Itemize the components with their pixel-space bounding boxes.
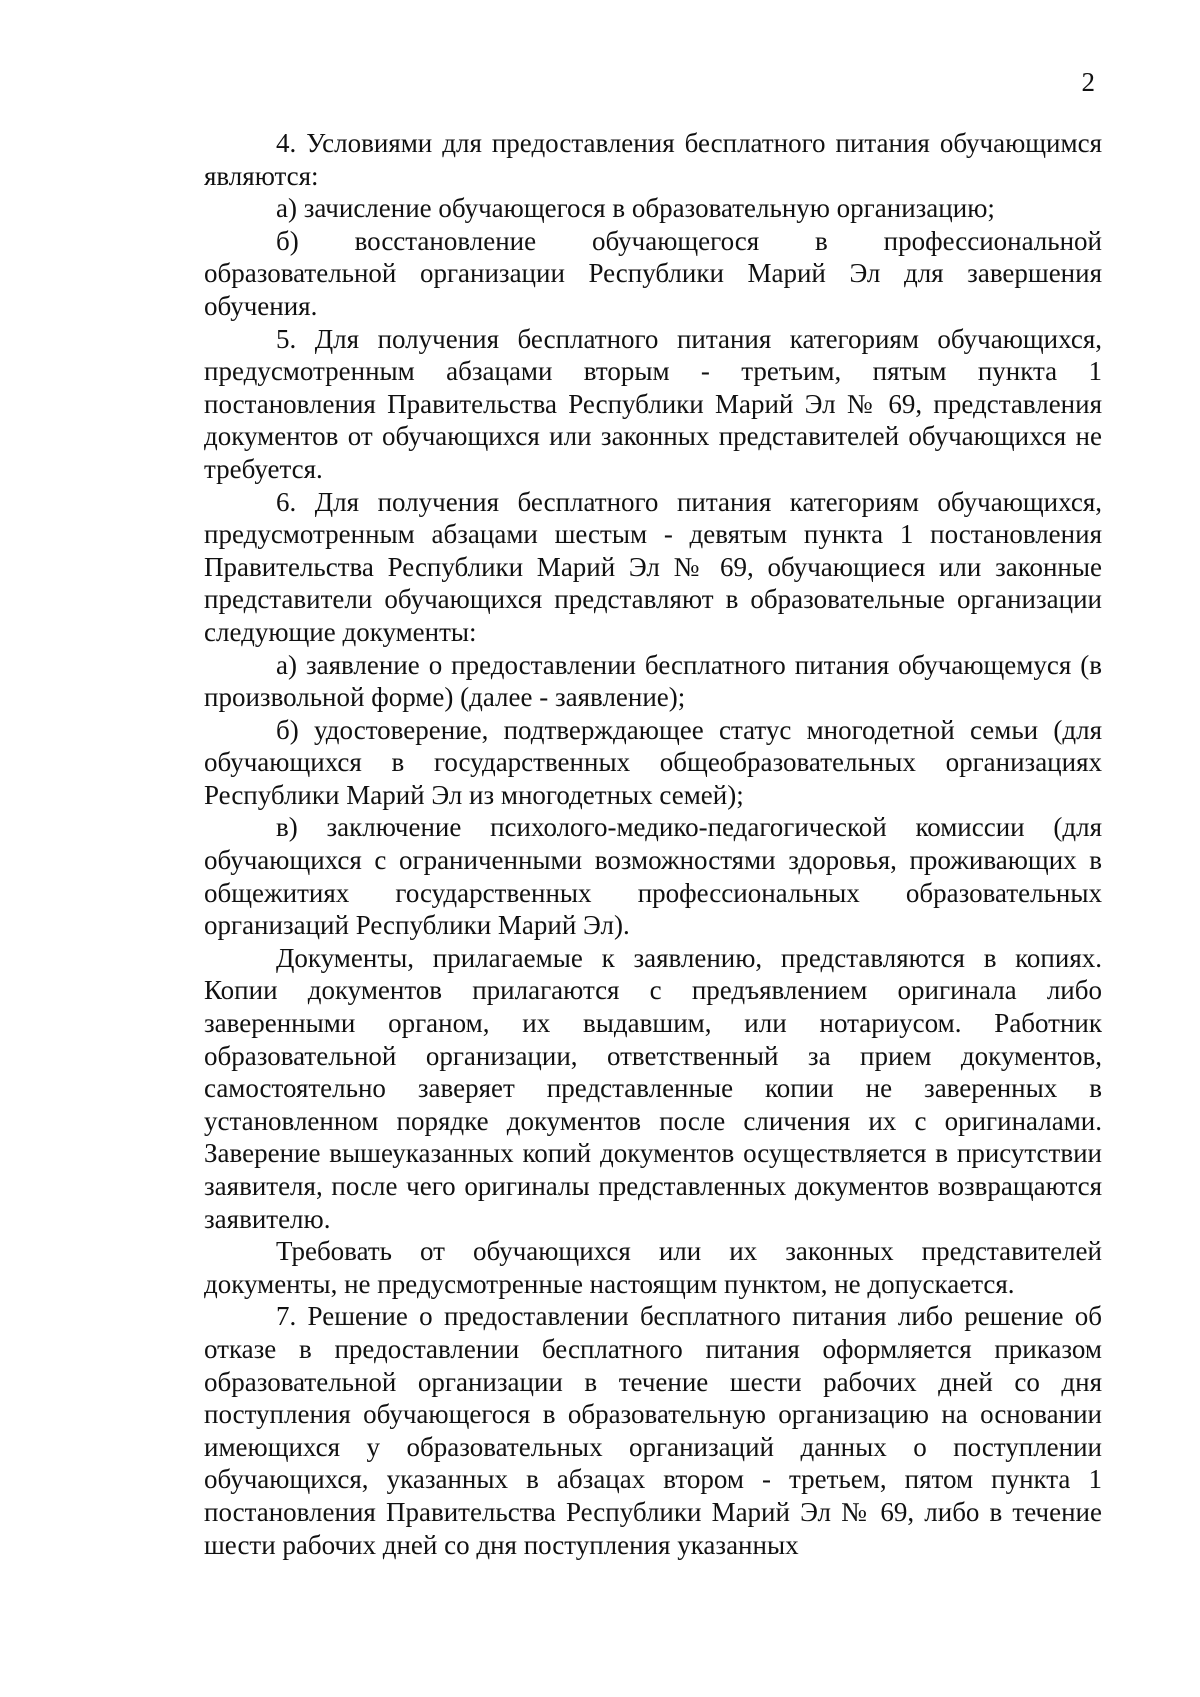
paragraph-6c-commission-conclusion: в) заключение психолого-медико-педагогической комиссии (для обучающихся с ограниченными возможностями здоровья, проживающих в общежитиях государственных профессиональных образовательных организаций Республики Марий Эл). — [204, 812, 1102, 941]
paragraph-document-copies: Документы, прилагаемые к заявлению, представляются в копиях. Копии документов прилагаются с предъявлением оригинала либо заверенными органом, их выдавшим, или нотариусом. Работник образовательной организации, ответственный за прием документов, самостоятельно заверяет представленные копии не заверенных в установленном порядке документов после сличения их с оригиналами. Заверение вышеуказанных копий документов осуществляется в присутствии заявителя, после чего оригиналы представленных документов возвращаются заявителю. — [204, 942, 1102, 1234]
paragraph-6b-large-family-certificate: б) удостоверение, подтверждающее статус многодетной семьи (для обучающихся в государственных общеобразовательных организациях Республики Марий Эл из многодетных семей); — [204, 714, 1102, 810]
page-number: 2 — [1081, 67, 1095, 97]
paragraph-4b-restoration: б) восстановление обучающегося в профессиональной образовательной организации Республики Марий Эл для завершения обучения. — [204, 225, 1102, 321]
paragraph-4a-enrollment: а) зачисление обучающегося в образовательную организацию; — [276, 193, 995, 224]
paragraph-6a-application: а) заявление о предоставлении бесплатного питания обучающемуся (в произвольной форме) (далее - заявление); — [204, 649, 1102, 713]
paragraph-5-no-documents: 5. Для получения бесплатного питания категориям обучающихся, предусмотренным абзацами вторым - третьим, пятым пункта 1 постановления Правительства Республики Марий Эл № 69, представления документов от обучающихся или законных представителей обучающихся не требуется. — [204, 323, 1102, 484]
paragraph-4-conditions: 4. Условиями для предоставления бесплатного питания обучающимся являются: — [204, 128, 1102, 191]
paragraph-no-extra-documents: Требовать от обучающихся или их законных представителей документы, не предусмотренные настоящим пунктом, не допускается. — [204, 1236, 1102, 1299]
document-body — [204, 127, 1102, 1561]
paragraph-7-decision: 7. Решение о предоставлении бесплатного питания либо решение об отказе в предоставлении бесплатного питания оформляется приказом образовательной организации в течение шести рабочих дней со дня поступления обучающегося в образовательную организацию на основании имеющихся у образовательных организаций данных о поступлении обучающихся, указанных в абзацах втором - третьем, пятом пункта 1 постановления Правительства Республики Марий Эл № 69, либо в течение шести рабочих дней со дня поступления указанных — [204, 1301, 1102, 1560]
paragraph-6-required-documents: 6. Для получения бесплатного питания категориям обучающихся, предусмотренным абзацами шестым - девятым пункта 1 постановления Правительства Республики Марий Эл № 69, обучающиеся или законные представители обучающихся представляют в образовательные организации следующие документы: — [204, 486, 1102, 647]
